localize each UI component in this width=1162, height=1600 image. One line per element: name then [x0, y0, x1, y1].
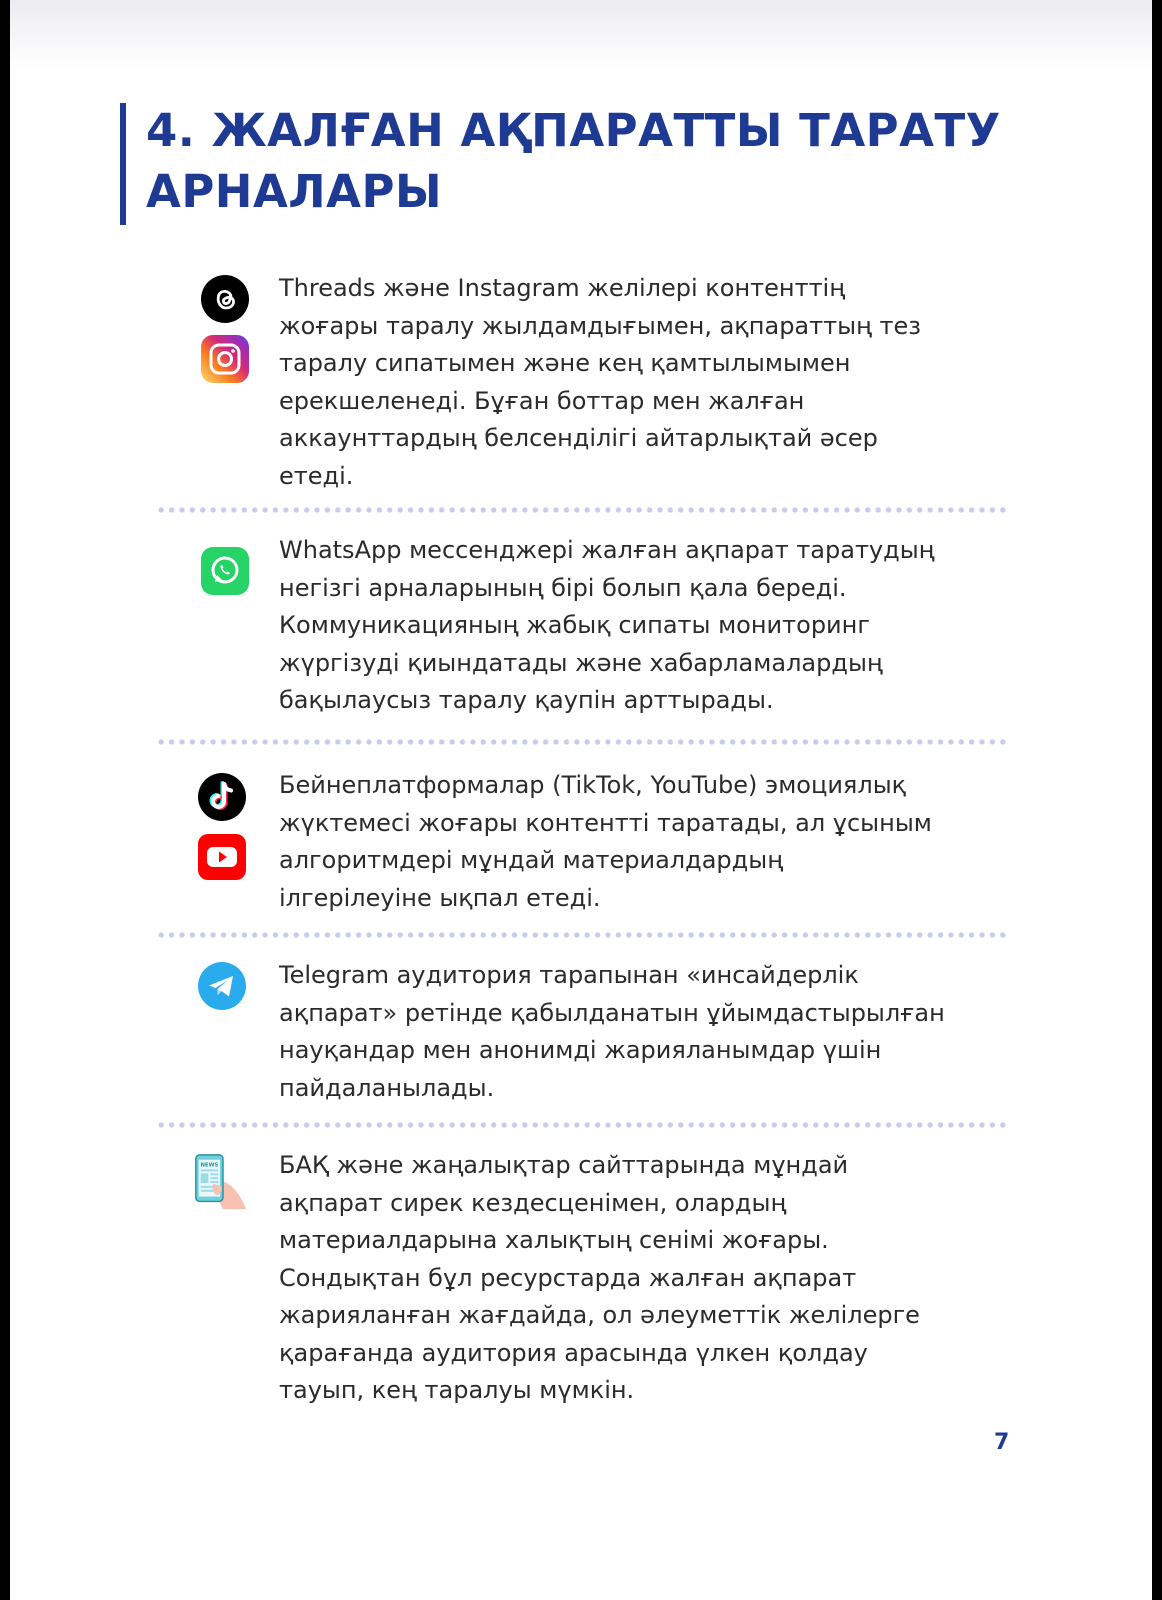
section-text — [279, 767, 1019, 917]
dotted-divider — [156, 1122, 1008, 1128]
section-icons — [200, 274, 252, 394]
text-line: Telegram аудитория тарапынан «инсайдерлік — [279, 961, 859, 989]
text-line: ақпарат сирек кездесценімен, олардың — [279, 1188, 787, 1217]
dotted-divider — [156, 507, 1008, 513]
section-icons — [197, 772, 249, 892]
text-line: Сондықтан бұл ресурстарда жалған ақпарат — [279, 1263, 857, 1292]
dotted-divider — [156, 739, 1008, 745]
instagram-icon — [200, 334, 250, 384]
top-shade — [10, 0, 1152, 70]
text-line: ақпарат» ретінде қабылданатын ұйымдастырылған — [279, 998, 945, 1027]
text-line: жүргізуді қиындатады және хабарламалардың — [279, 648, 883, 677]
tiktok-icon — [197, 772, 247, 822]
text-line: таралу сипатымен және кең қамтылымымен — [279, 349, 851, 377]
section-icons — [197, 961, 249, 1021]
text-line: негізгі арналарының бірі болып қала береді. — [279, 573, 847, 602]
whatsapp-icon — [200, 546, 250, 596]
title-line-2: АРНАЛАРЫ — [146, 165, 443, 218]
text-line: ілгерілеуіне ықпал етеді. — [279, 883, 601, 912]
page-title — [146, 100, 1046, 222]
text-line: ерекшеленеді. Бұған боттар мен жалған — [279, 386, 805, 415]
page-number: 7 — [994, 1430, 1010, 1455]
text-line: WhatsApp мессенджері жалған ақпарат таратудың — [279, 536, 935, 564]
youtube-icon — [197, 832, 247, 882]
page — [10, 0, 1152, 1600]
section-icons — [200, 546, 252, 606]
text-line: Коммуникацияның жабық сипаты мониторинг — [279, 611, 870, 639]
section-icons — [190, 1151, 256, 1219]
text-line: қарағанда аудитория арасында үлкен қолдау — [279, 1338, 868, 1367]
section-text — [279, 270, 1019, 495]
news-phone-icon — [190, 1151, 254, 1215]
text-line: алгоритмдері мұндай материалдардың — [279, 846, 784, 874]
text-line: аккаунттардың белсенділігі айтарлықтай әсер — [279, 424, 878, 452]
section-text — [279, 1147, 1019, 1410]
text-line: жоғары таралу жылдамдығымен, ақпараттың тез — [279, 311, 922, 340]
text-line: етеді. — [279, 461, 354, 490]
news-badge: NEWS — [200, 1162, 219, 1169]
text-line: пайдаланылады. — [279, 1073, 495, 1102]
telegram-icon — [197, 961, 247, 1011]
title-accent-bar — [120, 103, 126, 225]
section-text — [279, 532, 1019, 720]
section-text — [279, 957, 1019, 1107]
dotted-divider — [156, 932, 1008, 938]
text-line: Threads және Instagram желілері контенттің — [279, 274, 846, 302]
text-line: тауып, кең таралуы мүмкін. — [279, 1376, 635, 1404]
title-line-1: 4. ЖАЛҒАН АҚПАРАТТЫ ТАРАТУ — [146, 104, 1001, 157]
text-line: бақылаусыз таралу қаупін арттырады. — [279, 686, 774, 714]
text-line: БАҚ және жаңалықтар сайттарында мұндай — [279, 1151, 849, 1179]
text-line: жарияланған жағдайда, ол әлеуметтік желілерге — [279, 1301, 920, 1329]
text-line: материалдарына халықтың сенімі жоғары. — [279, 1226, 829, 1254]
threads-icon — [200, 274, 250, 324]
text-line: жүктемесі жоғары контентті таратады, ал ұсыным — [279, 808, 932, 837]
text-line: Бейнеплатформалар (TikTok, YouTube) эмоциялық — [279, 771, 907, 799]
text-line: науқандар мен анонимді жарияланымдар үшін — [279, 1036, 882, 1064]
